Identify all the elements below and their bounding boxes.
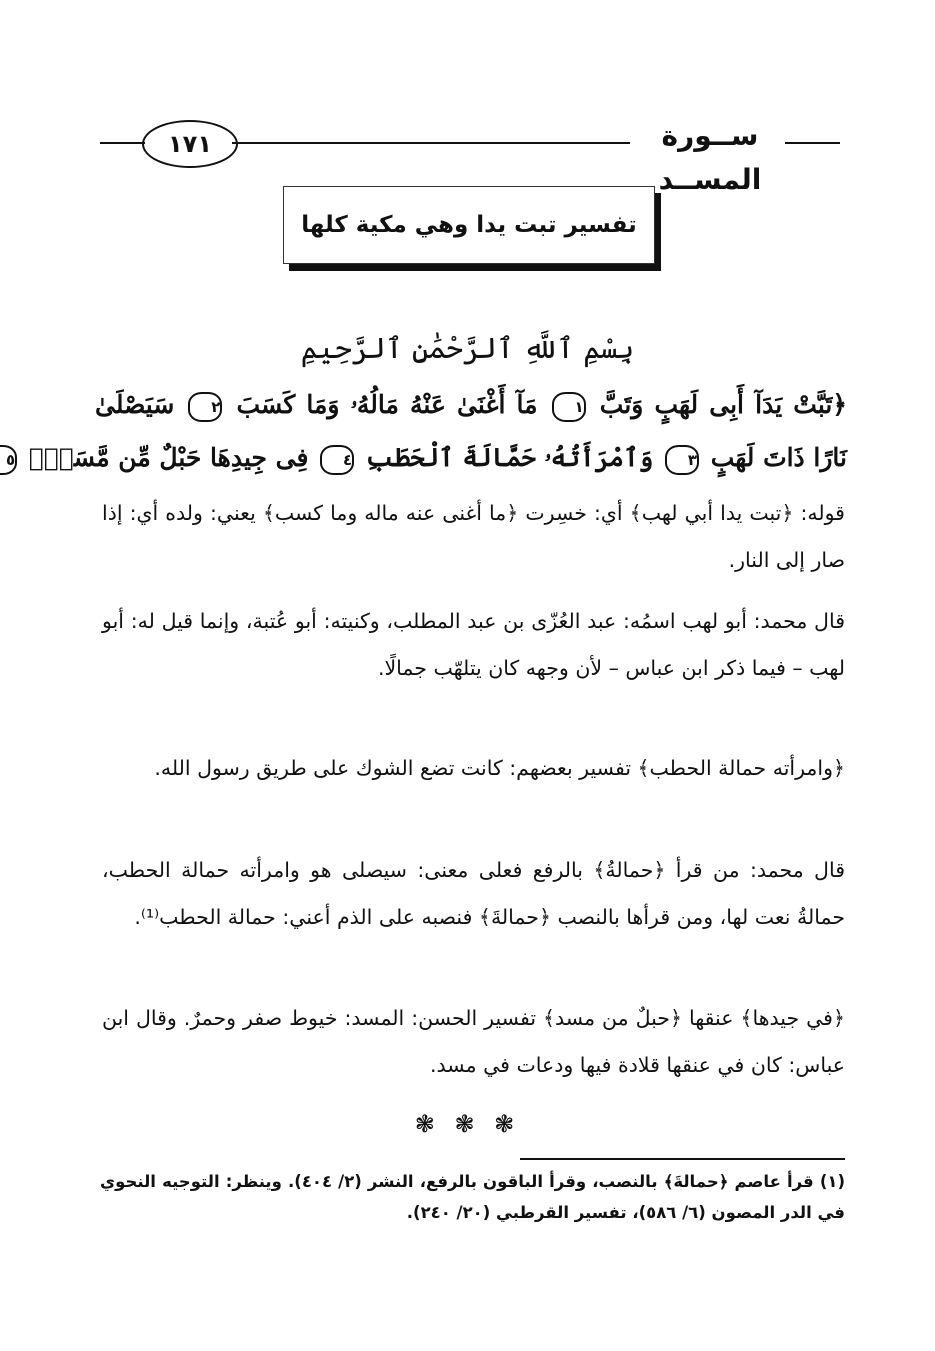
basmala: بِسْمِ ٱللَّهِ ٱلرَّحْمَٰنِ ٱلرَّحِيمِ — [300, 331, 635, 365]
chapter-title: تفسير تبت يدا وهي مكية كلها — [301, 212, 637, 238]
commentary-paragraph: قال محمد: من قرأ ﴿حمالةُ﴾ بالرفع فعلى معنى: سيصلى هو وامرأته حمالة الحطب، حمالةُ نعت لها، ومن قرأها بالنصب ﴿حمالةَ﴾ فنصبه على الذم أعني: حمالة الحطب⁽¹⁾. — [102, 858, 845, 929]
header-rule-left — [100, 142, 145, 144]
surah-title: ســورة المســد — [658, 119, 762, 196]
ayah-number-marker: ٤ — [320, 445, 354, 475]
header-rule-middle — [232, 142, 630, 144]
verse-text: مَآ أَغْنَىٰ عَنْهُ مَالُهُۥ وَمَا كَسَبَ — [236, 390, 538, 419]
verse-text: نَارًا ذَاتَ لَهَبٍ — [710, 443, 847, 472]
verse-text: وَٱمْرَأَتُهُۥ حَمَّالَةَ ٱلْحَطَبِ — [365, 443, 654, 472]
footnote: (١) قرأ عاصم ﴿حمالةَ﴾ بالنصب، وقرأ الباقون بالرفع، النشر (٢/ ٤٠٤). وينظر: التوجيه النحوي في الدر المصون (٦/ ٥٨٦)، تفسير القرطبي (٢٠/ ٢٤٠). — [100, 1172, 845, 1222]
footnote-rule — [520, 1158, 845, 1160]
verse-text: فِى جِيدِهَا حَبْلٌ مِّن مَّسَدٍۭ — [28, 443, 309, 472]
verse-line-1 — [95, 378, 847, 431]
section-separator: ❃ ❃ ❃ — [414, 1110, 521, 1138]
commentary-paragraph: ﴿وامرأته حمالة الحطب﴾ تفسير بعضهم: كانت تضع الشوك على طريق رسول الله. — [154, 756, 845, 780]
ayah-number-marker: ٥ — [0, 445, 17, 475]
commentary-paragraph: قوله: ﴿تبت يدا أبي لهب﴾ أي: خسِرت ﴿ما أغنى عنه ماله وما كسب﴾ يعني: ولده أي: إذا صار إلى النار. — [102, 501, 845, 572]
ayah-number-marker: ٢ — [188, 392, 222, 422]
chapter-title-box — [283, 186, 655, 264]
verse-text: سَيَصْلَىٰ — [95, 390, 175, 419]
header-rule-right — [785, 142, 840, 144]
ayah-number-marker: ١ — [552, 392, 586, 422]
verse-text: ﴿تَبَّتْ يَدَآ أَبِى لَهَبٍ وَتَبَّ — [599, 390, 847, 419]
ayah-number-marker: ٣ — [665, 445, 699, 475]
page-header — [100, 108, 840, 196]
page-number: ١٧١ — [142, 120, 238, 168]
quran-verses — [6, 378, 847, 484]
commentary-paragraph: قال محمد: أبو لهب اسمُه: عبد العُزّى بن عبد المطلب، وكنيته: أبو عُتبة، وإنما قيل له: أبو لهب – فيما ذكر ابن عباس – لأن وجهه كان يتلهّب جمالًا. — [102, 609, 845, 680]
commentary-paragraph: ﴿في جيدها﴾ عنقها ﴿حبلٌ من مسد﴾ تفسير الحسن: المسد: خيوط صفر وحمرٌ. وقال ابن عباس: كان في عنقها قلادة فيها ودعات في مسد. — [102, 1006, 845, 1077]
verse-line-2 — [6, 431, 847, 484]
